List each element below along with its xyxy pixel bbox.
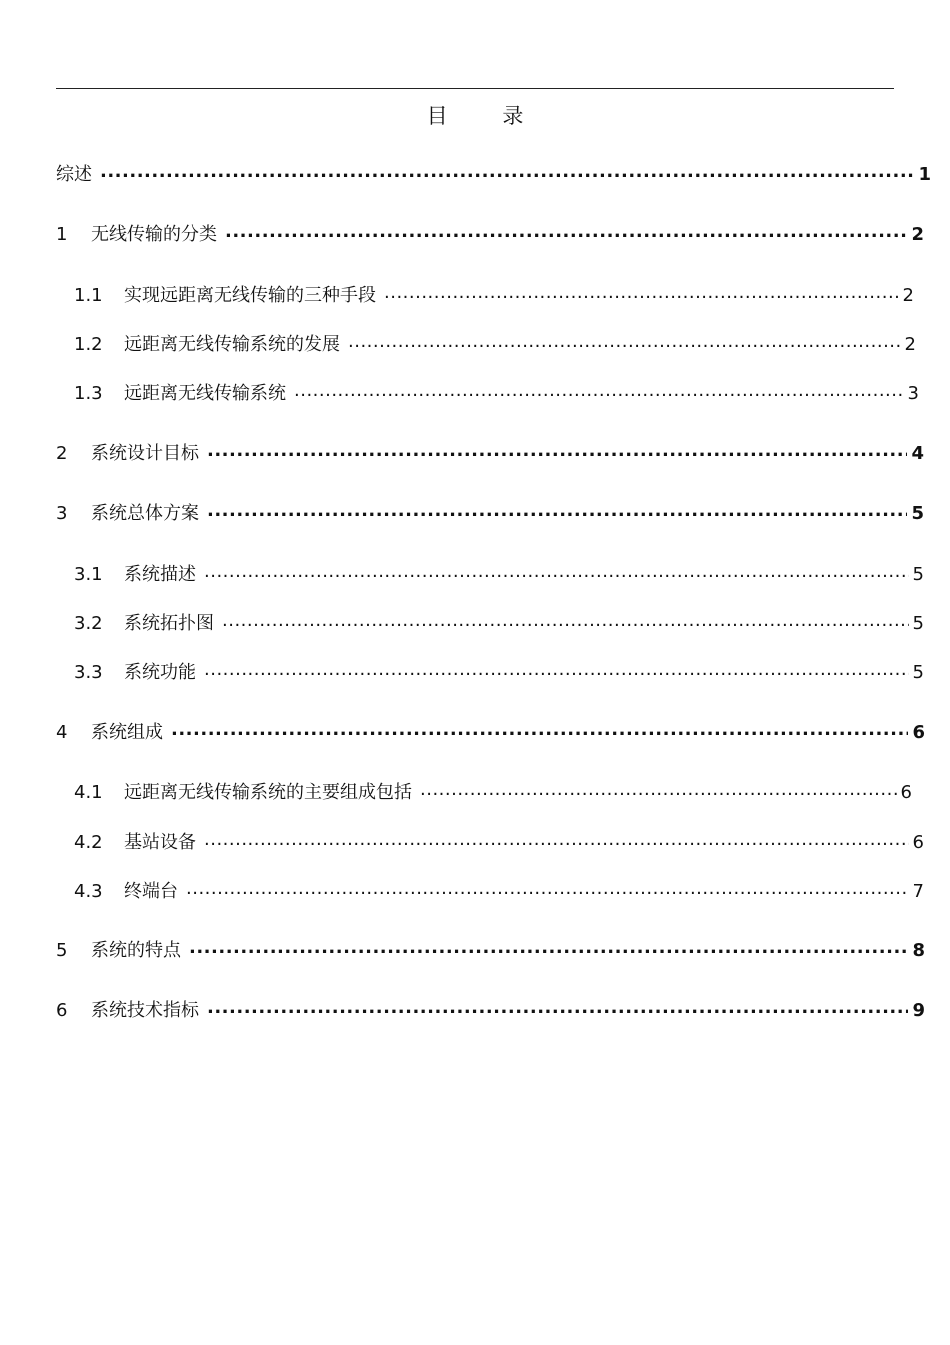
toc-entry-number: 4.2 <box>74 832 103 853</box>
dot-leader <box>420 780 897 798</box>
dot-leader <box>384 283 899 301</box>
dot-leader <box>225 222 907 240</box>
toc-entry-number: 1.3 <box>74 383 103 404</box>
toc-entry-label: 实现远距离无线传输的三种手段 <box>124 285 376 306</box>
toc-entry-label: 系统的特点 <box>91 940 181 961</box>
toc-entry-label: 系统拓扑图 <box>124 613 214 634</box>
toc-entry-page: 3 <box>907 383 919 404</box>
toc-entry[interactable] <box>56 222 924 247</box>
toc-entry[interactable] <box>74 879 924 904</box>
dot-leader <box>100 162 914 180</box>
toc-entry-page: 2 <box>911 224 924 245</box>
toc-entry[interactable] <box>56 938 925 963</box>
toc-entry[interactable] <box>56 720 925 745</box>
dot-leader <box>186 879 909 897</box>
toc-entry[interactable] <box>74 611 924 636</box>
toc-entry-number: 1.1 <box>74 285 103 306</box>
toc-entry-number: 5 <box>56 940 68 961</box>
dot-leader <box>204 660 909 678</box>
toc-entry-number: 2 <box>56 443 68 464</box>
dot-leader <box>207 998 908 1016</box>
toc-entry-label: 综述 <box>56 164 92 185</box>
toc-entry-label: 系统设计目标 <box>91 443 199 464</box>
toc-entry-number: 3 <box>56 503 68 524</box>
toc-entry-number: 3.1 <box>74 564 103 585</box>
toc-entry-page: 8 <box>912 940 925 961</box>
toc-entry[interactable] <box>74 562 924 587</box>
toc-entry-page: 1 <box>918 164 931 185</box>
toc-entry-number: 1 <box>56 224 68 245</box>
toc-entry-label: 系统组成 <box>91 722 163 743</box>
toc-entry-page: 5 <box>912 662 924 683</box>
toc-entry-number: 4.3 <box>74 881 103 902</box>
toc-entry[interactable] <box>74 283 914 308</box>
toc-entry-label: 远距离无线传输系统的发展 <box>124 334 340 355</box>
dot-leader <box>207 501 907 519</box>
dot-leader <box>207 441 907 459</box>
toc-entry-page: 2 <box>902 285 914 306</box>
toc-entry[interactable] <box>74 381 919 406</box>
header-rule <box>56 88 894 89</box>
dot-leader <box>189 938 908 956</box>
toc-entry-label: 远距离无线传输系统的主要组成包括 <box>124 782 412 803</box>
dot-leader <box>294 381 904 399</box>
toc-entry[interactable] <box>74 660 924 685</box>
toc-entry-label: 基站设备 <box>124 832 196 853</box>
dot-leader <box>171 720 908 738</box>
toc-entry[interactable] <box>56 501 924 526</box>
dot-leader <box>348 332 901 350</box>
toc-entry-number: 3.3 <box>74 662 103 683</box>
dot-leader <box>204 562 909 580</box>
toc-entry[interactable] <box>56 441 924 466</box>
toc-entry-page: 5 <box>912 564 924 585</box>
toc-entry-page: 7 <box>912 881 924 902</box>
toc-entry-label: 远距离无线传输系统 <box>124 383 286 404</box>
toc-entry-page: 2 <box>904 334 916 355</box>
toc-entry-page: 4 <box>911 443 924 464</box>
toc-entry-number: 3.2 <box>74 613 103 634</box>
toc-entry-label: 系统技术指标 <box>91 1000 199 1021</box>
toc-entry-label: 系统总体方案 <box>91 503 199 524</box>
toc-title: 目 录 <box>426 104 548 128</box>
toc-entry[interactable] <box>56 162 931 187</box>
toc-entry-number: 6 <box>56 1000 68 1021</box>
toc-entry-page: 6 <box>912 722 925 743</box>
toc-entry-label: 系统功能 <box>124 662 196 683</box>
toc-entry-page: 9 <box>912 1000 925 1021</box>
toc-entry[interactable] <box>74 780 912 805</box>
toc-entry-page: 6 <box>912 832 924 853</box>
toc-entry-number: 4 <box>56 722 68 743</box>
toc-entry-page: 5 <box>912 613 924 634</box>
toc-entry-number: 1.2 <box>74 334 103 355</box>
toc-entry-label: 系统描述 <box>124 564 196 585</box>
dot-leader <box>222 611 909 629</box>
dot-leader <box>204 830 909 848</box>
toc-entry[interactable] <box>74 830 924 855</box>
toc-entry-label: 无线传输的分类 <box>91 224 217 245</box>
toc-entry-page: 5 <box>911 503 924 524</box>
toc-entry[interactable] <box>74 332 916 357</box>
toc-entry[interactable] <box>56 998 925 1023</box>
toc-entry-page: 6 <box>900 782 912 803</box>
toc-entry-label: 终端台 <box>124 881 178 902</box>
toc-entry-number: 4.1 <box>74 782 103 803</box>
